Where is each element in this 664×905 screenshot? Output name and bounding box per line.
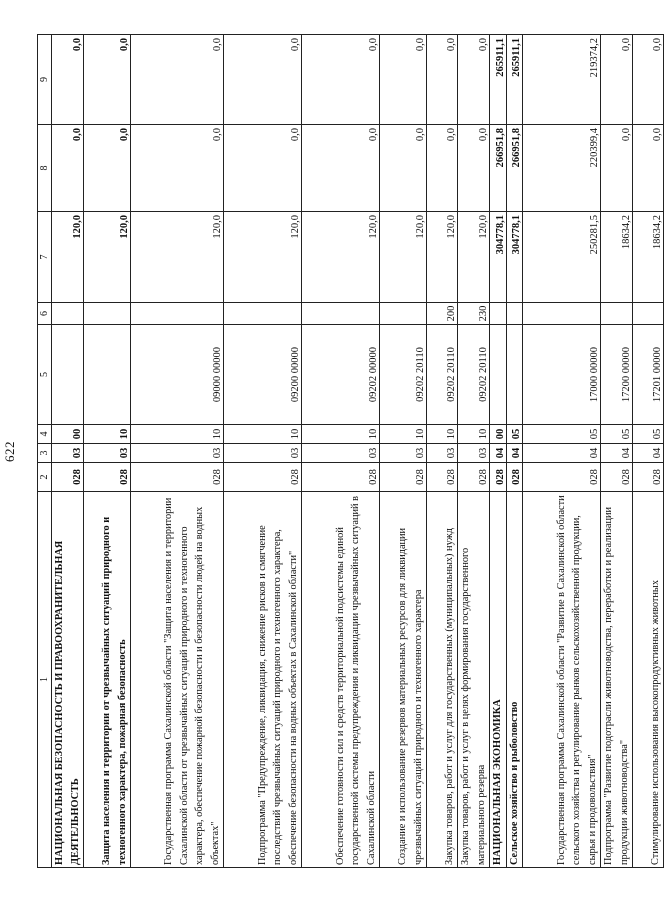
amount-year2-cell: 0,0 (224, 125, 302, 212)
budget-code-cell: 028 (84, 463, 131, 492)
row-name-cell: НАЦИОНАЛЬНАЯ ЭКОНОМИКА (490, 492, 507, 868)
table-row (224, 35, 302, 868)
amount-year3-cell: 265911,1 (506, 35, 523, 125)
amount-year2-cell: 220399,4 (523, 125, 601, 212)
table-row (523, 35, 601, 868)
amount-year1-cell: 120,0 (224, 212, 302, 303)
rotated-table-area (2, 35, 663, 868)
subsection-cell: 00 (52, 425, 84, 444)
amount-year1-cell: 304778,1 (506, 212, 523, 303)
subsection-cell: 10 (380, 425, 427, 444)
table-row (490, 35, 507, 868)
expense-type-cell: 200 (427, 303, 458, 325)
budget-code-cell: 028 (633, 463, 664, 492)
table-row (506, 35, 523, 868)
target-article-cell: 09202 20110 (427, 325, 458, 425)
budget-code-cell: 028 (523, 463, 601, 492)
amount-year1-cell: 250281,5 (523, 212, 601, 303)
budget-code-cell: 028 (490, 463, 507, 492)
section-cell: 03 (131, 444, 224, 463)
expense-type-cell (380, 303, 427, 325)
row-name-cell: НАЦИОНАЛЬНАЯ БЕЗОПАСНОСТЬ И ПРАВООХРАНИТЕЛЬНАЯ ДЕЯТЕЛЬНОСТЬ (52, 492, 84, 868)
subsection-cell: 05 (523, 425, 601, 444)
header-cell: 4 (38, 425, 52, 444)
subsection-cell: 10 (427, 425, 458, 444)
expense-type-cell (601, 303, 633, 325)
header-cell: 7 (38, 212, 52, 303)
expense-type-cell (633, 303, 664, 325)
section-cell: 04 (506, 444, 523, 463)
row-name-cell: Государственная программа Сахалинской области "Защита населения и территории Сахалинской области от чрезвычайных ситуаций природного и техногенного характера, обеспечение пожарной безопасности и безопасности людей на водных объектах" (131, 492, 224, 868)
budget-code-cell: 028 (52, 463, 84, 492)
amount-year3-cell: 265911,1 (490, 35, 507, 125)
amount-year1-cell: 120,0 (458, 212, 490, 303)
header-cell: 6 (38, 303, 52, 325)
target-article-cell (490, 325, 507, 425)
amount-year1-cell: 120,0 (302, 212, 380, 303)
section-cell: 04 (523, 444, 601, 463)
amount-year3-cell: 0,0 (601, 35, 633, 125)
row-name-cell: Стимулирование использования высокопродуктивных животных (633, 492, 664, 868)
section-cell: 04 (601, 444, 633, 463)
amount-year1-cell: 120,0 (380, 212, 427, 303)
budget-code-cell: 028 (427, 463, 458, 492)
row-name-cell: Подпрограмма "Развитие подотрасли животноводства, переработки и реализации продукции животноводства" (601, 492, 633, 868)
header-cell: 9 (38, 35, 52, 125)
column-number-row (38, 35, 52, 868)
amount-year3-cell: 0,0 (380, 35, 427, 125)
budget-code-cell: 028 (601, 463, 633, 492)
amount-year3-cell: 0,0 (458, 35, 490, 125)
budget-code-cell: 028 (380, 463, 427, 492)
section-cell: 03 (224, 444, 302, 463)
target-article-cell: 09202 20110 (380, 325, 427, 425)
amount-year3-cell: 0,0 (131, 35, 224, 125)
expense-type-cell: 230 (458, 303, 490, 325)
expense-type-cell (131, 303, 224, 325)
row-name-cell: Закупка товаров, работ и услуг в целях формирования государственного материального резерва (458, 492, 490, 868)
amount-year2-cell: 0,0 (302, 125, 380, 212)
row-name-cell: Защита населения и территории от чрезвычайных ситуаций природного и техногенного характера, пожарная безопасность (84, 492, 131, 868)
amount-year2-cell: 0,0 (601, 125, 633, 212)
subsection-cell: 10 (458, 425, 490, 444)
subsection-cell: 00 (490, 425, 507, 444)
target-article-cell: 09202 20110 (458, 325, 490, 425)
row-name-cell: Государственная программа Сахалинской области "Развитие в Сахалинской области сельского хозяйства и регулирование рынков сельскохозяйственной продукции, сырья и продовольствия" (523, 492, 601, 868)
amount-year3-cell: 0,0 (224, 35, 302, 125)
target-article-cell: 09000 00000 (131, 325, 224, 425)
target-article-cell (84, 325, 131, 425)
amount-year2-cell: 0,0 (131, 125, 224, 212)
amount-year2-cell: 0,0 (84, 125, 131, 212)
subsection-cell: 10 (84, 425, 131, 444)
amount-year1-cell: 120,0 (427, 212, 458, 303)
target-article-cell (52, 325, 84, 425)
subsection-cell: 10 (131, 425, 224, 444)
amount-year3-cell: 0,0 (52, 35, 84, 125)
expense-type-cell (52, 303, 84, 325)
budget-code-cell: 028 (302, 463, 380, 492)
amount-year3-cell: 0,0 (84, 35, 131, 125)
expense-type-cell (84, 303, 131, 325)
section-cell: 03 (302, 444, 380, 463)
subsection-cell: 05 (506, 425, 523, 444)
subsection-cell: 05 (601, 425, 633, 444)
amount-year1-cell: 120,0 (131, 212, 224, 303)
amount-year2-cell: 266951,8 (506, 125, 523, 212)
expense-type-cell (506, 303, 523, 325)
target-article-cell: 17000 00000 (523, 325, 601, 425)
section-cell: 03 (380, 444, 427, 463)
subsection-cell: 10 (224, 425, 302, 444)
amount-year3-cell: 0,0 (427, 35, 458, 125)
section-cell: 03 (458, 444, 490, 463)
target-article-cell: 09202 00000 (302, 325, 380, 425)
target-article-cell: 09200 00000 (224, 325, 302, 425)
amount-year1-cell: 18634,2 (633, 212, 664, 303)
header-cell: 3 (38, 444, 52, 463)
header-cell: 1 (38, 492, 52, 868)
amount-year3-cell: 0,0 (302, 35, 380, 125)
budget-code-cell: 028 (224, 463, 302, 492)
page-number: 622 (2, 441, 17, 462)
row-name-cell: Подпрограмма "Предупреждение, ликвидация, снижение рисков и смягчение последствий чрезвычайных ситуаций природного и техногенного характера, обеспечение безопасности на водных объектах в Сахалинской области" (224, 492, 302, 868)
budget-table (37, 34, 664, 868)
table-row (601, 35, 633, 868)
amount-year3-cell: 0,0 (633, 35, 664, 125)
table-row (52, 35, 84, 868)
amount-year1-cell: 120,0 (52, 212, 84, 303)
amount-year1-cell: 120,0 (84, 212, 131, 303)
section-cell: 03 (427, 444, 458, 463)
target-article-cell: 17200 00000 (601, 325, 633, 425)
subsection-cell: 10 (302, 425, 380, 444)
header-cell: 5 (38, 325, 52, 425)
amount-year2-cell: 266951,8 (490, 125, 507, 212)
row-name-cell: Обеспечение готовности сил и средств территориальной подсистемы единой государственной системы предупреждения и ликвидации чрезвычайных ситуаций в Сахалинской области (302, 492, 380, 868)
header-cell: 8 (38, 125, 52, 212)
section-cell: 03 (84, 444, 131, 463)
expense-type-cell (490, 303, 507, 325)
amount-year3-cell: 219374,2 (523, 35, 601, 125)
budget-code-cell: 028 (506, 463, 523, 492)
expense-type-cell (224, 303, 302, 325)
row-name-cell: Создание и использование резервов материальных ресурсов для ликвидации чрезвычайных ситуаций природного и техногенного характера (380, 492, 427, 868)
table-row (380, 35, 427, 868)
section-cell: 04 (490, 444, 507, 463)
table-row (131, 35, 224, 868)
section-cell: 04 (633, 444, 664, 463)
amount-year2-cell: 0,0 (458, 125, 490, 212)
header-cell: 2 (38, 463, 52, 492)
amount-year1-cell: 304778,1 (490, 212, 507, 303)
table-row (84, 35, 131, 868)
budget-code-cell: 028 (458, 463, 490, 492)
amount-year2-cell: 0,0 (52, 125, 84, 212)
amount-year2-cell: 0,0 (633, 125, 664, 212)
expense-type-cell (523, 303, 601, 325)
table-row (458, 35, 490, 868)
subsection-cell: 05 (633, 425, 664, 444)
expense-type-cell (302, 303, 380, 325)
section-cell: 03 (52, 444, 84, 463)
row-name-cell: Сельское хозяйство и рыболовство (506, 492, 523, 868)
amount-year2-cell: 0,0 (380, 125, 427, 212)
amount-year1-cell: 18634,2 (601, 212, 633, 303)
table-row (633, 35, 664, 868)
table-row (427, 35, 458, 868)
amount-year2-cell: 0,0 (427, 125, 458, 212)
target-article-cell: 17201 00000 (633, 325, 664, 425)
budget-code-cell: 028 (131, 463, 224, 492)
table-row (302, 35, 380, 868)
table-body (38, 35, 664, 868)
row-name-cell: Закупка товаров, работ и услуг для государственных (муниципальных) нужд (427, 492, 458, 868)
target-article-cell (506, 325, 523, 425)
